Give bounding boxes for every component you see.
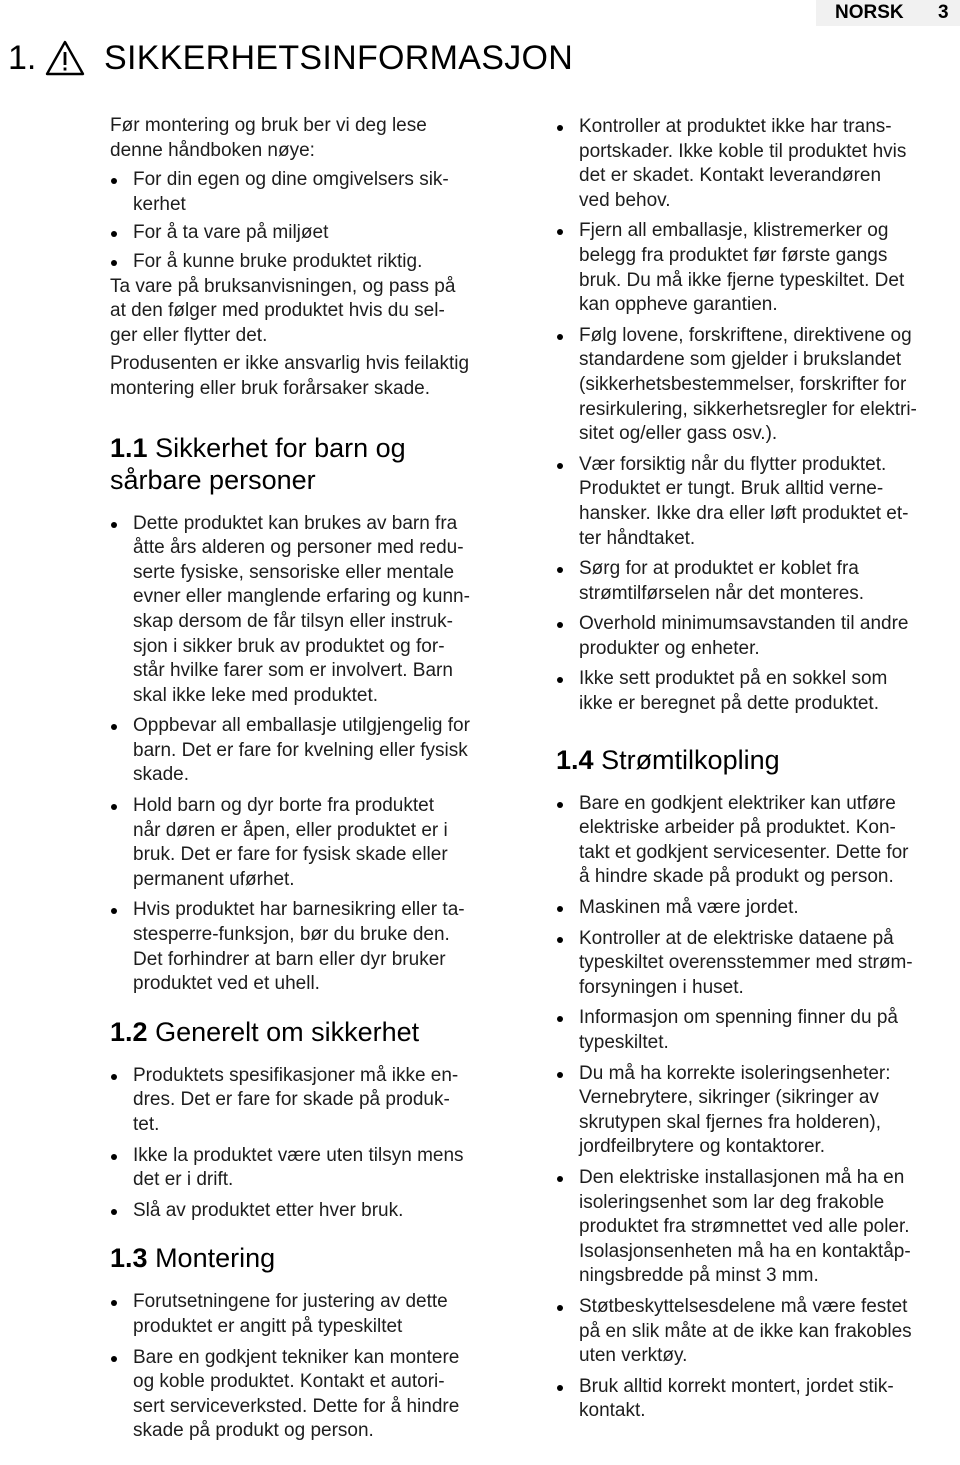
text-line: at den følger med produktet hvis du sel-	[110, 300, 445, 322]
text-line: takt et godkjent servicesenter. Dette for	[579, 841, 909, 863]
text-line: bruk. Du må ikke fjerne typeskiltet. Det	[579, 269, 905, 291]
text-line: isoleringsenhet som lar deg frakoble	[579, 1191, 885, 1213]
text-line: skrutypen skal fjernes fra holderen),	[579, 1111, 882, 1133]
list-item	[556, 453, 960, 551]
text-line: produkter og enheter.	[579, 637, 760, 659]
section-heading-1-4	[556, 744, 960, 776]
text-line: produktet fra strømnettet ved alle poler.	[579, 1216, 910, 1238]
text-line: Hold barn og dyr borte fra produktet	[133, 795, 435, 817]
text-line: skade på produkt og person.	[133, 1420, 374, 1442]
text-line: Vær forsiktig når du flytter produktet.	[579, 453, 887, 475]
text-line: Bruk alltid korrekt montert, jordet stik-	[579, 1375, 894, 1397]
text-line: (sikkerhetsbestemmelser, forskrifter for	[579, 373, 907, 395]
text-line: ter håndtaket.	[579, 527, 696, 549]
text-line: evner eller manglende erfaring og kunn-	[133, 586, 470, 608]
text-line: Informasjon om spenning finner du på	[579, 1007, 898, 1029]
list-item	[556, 1375, 960, 1424]
intro-list	[110, 168, 520, 274]
section-title: Sikkerhet for barn og	[155, 432, 406, 463]
text-line: portskader. Ikke koble til produktet hvis	[579, 140, 907, 162]
text-line: kan oppheve garantien.	[579, 294, 778, 316]
list-item	[556, 792, 960, 890]
text-line: Hvis produktet har barnesikring eller ta-	[133, 899, 465, 921]
warning-triangle-icon	[44, 39, 86, 77]
text-line: typeskiltet.	[579, 1032, 669, 1053]
text-line: Dette produktet kan brukes av barn fra	[133, 512, 458, 534]
text-line: Maskinen må være jordet.	[579, 897, 799, 919]
text-line: det er i drift.	[133, 1169, 234, 1191]
section-title: sårbare personer	[110, 464, 316, 495]
text-line: sitet og/eller gass osv.).	[579, 423, 778, 445]
text-line: å hindre skade på produkt og person.	[579, 866, 894, 888]
list-item	[110, 512, 520, 709]
text-line: barn. Det er fare for kvelning eller fysisk	[133, 739, 468, 761]
text-line: uten verktøy.	[579, 1345, 688, 1367]
text-line: skap dersom de får tilsyn eller instruk-	[133, 610, 453, 632]
text-line: strømtilførselen når det monteres.	[579, 582, 865, 604]
list-1-3-right	[556, 115, 960, 717]
text-line: jordfeilbrytere og kontaktorer.	[579, 1136, 826, 1158]
section-heading-1-2	[110, 1016, 520, 1048]
text-line: ger eller flytter det.	[110, 324, 268, 346]
list-item	[110, 250, 520, 275]
text-line: hansker. Ikke dra eller løft produktet et-	[579, 502, 909, 524]
text-line: Produktet er tungt. Bruk alltid verne-	[579, 478, 884, 500]
text-line: Overhold minimumsavstanden til andre	[579, 613, 909, 635]
text-line: Bare en godkjent elektriker kan utføre	[579, 792, 896, 814]
left-column	[110, 114, 520, 1450]
text-line: skal ikke leke med produktet.	[133, 684, 379, 706]
section-title: Generelt om sikkerhet	[155, 1016, 420, 1047]
section-title: Montering	[155, 1243, 276, 1274]
chapter-number: 1.	[8, 38, 37, 77]
list-item	[556, 667, 960, 716]
section-heading-1-1	[110, 432, 520, 496]
text-line: Kontroller at de elektriske dataene på	[579, 927, 894, 949]
list-item	[556, 927, 960, 1001]
intro-paragraph	[110, 114, 520, 163]
text-line: bruk. Det er fare for fysisk skade eller	[133, 844, 448, 866]
text-line: Kontroller at produktet ikke har trans-	[579, 116, 892, 137]
list-1-2	[110, 1064, 520, 1224]
text-line: når døren er åpen, eller produktet er i	[133, 819, 448, 841]
text-line: ikke er beregnet på dette produktet.	[579, 693, 879, 715]
list-item	[556, 896, 960, 921]
text-line: Forutsetningene for justering av dette	[133, 1291, 448, 1313]
text-line: montering eller bruk forårsaker skade.	[110, 377, 430, 399]
text-line: Sørg for at produktet er koblet fra	[579, 558, 859, 580]
text-line: Oppbevar all emballasje utilgjengelig for	[133, 715, 470, 737]
list-item	[556, 1166, 960, 1289]
list-item	[556, 612, 960, 661]
text-line: Støtbeskyttelsesdelene må være festet	[579, 1295, 908, 1317]
list-item	[110, 794, 520, 892]
text-line: sjon i sikker bruk av produktet og for-	[133, 635, 445, 657]
chapter-title-text: SIKKERHETSINFORMASJON	[104, 38, 574, 77]
text-line: Det forhindrer at barn eller dyr bruker	[133, 948, 446, 970]
text-line: åtte års alderen og personer med redu-	[133, 537, 464, 559]
text-line: Slå av produktet etter hver bruk.	[133, 1199, 404, 1221]
text-line: typeskiltet overensstemmer med strøm-	[579, 952, 913, 974]
section-number: 1.1	[110, 432, 148, 463]
page-number: 3	[938, 2, 949, 23]
text-line: og koble produktet. Kontakt et autori-	[133, 1371, 445, 1393]
paragraph	[110, 352, 520, 401]
list-item	[556, 1295, 960, 1369]
text-line: stesperre-funksjon, bør du bruke den.	[133, 924, 450, 946]
text-line: Bare en godkjent tekniker kan montere	[133, 1346, 460, 1368]
paragraph	[110, 275, 520, 349]
text-line: Vernebrytere, sikringer (sikringer av	[579, 1087, 879, 1109]
list-item	[110, 714, 520, 788]
text-line: permanent uførhet.	[133, 868, 295, 890]
list-item	[110, 898, 520, 996]
section-heading-1-3	[110, 1242, 520, 1274]
list-item	[556, 115, 960, 213]
list-item	[110, 1290, 520, 1339]
list-item	[110, 168, 520, 217]
text-line: tet.	[133, 1114, 160, 1135]
list-1-4	[556, 792, 960, 1424]
text-line: på en slik måte at de ikke kan frakobles	[579, 1320, 912, 1342]
list-item	[110, 1199, 520, 1224]
text-line: For å kunne bruke produktet riktig.	[133, 250, 423, 272]
text-line: ved behov.	[579, 189, 671, 211]
text-line: dres. Det er fare for skade på produk-	[133, 1089, 450, 1111]
list-item	[556, 1006, 960, 1055]
section-number: 1.3	[110, 1243, 148, 1274]
text-line: Produsenten er ikke ansvarlig hvis feilaktig	[110, 353, 470, 375]
list-item	[556, 324, 960, 447]
text-line: Følg lovene, forskriftene, direktivene og	[579, 324, 912, 346]
chapter-title	[8, 38, 573, 78]
language-label: NORSK	[835, 2, 904, 23]
text-line: det er skadet. Kontakt leverandøren	[579, 165, 882, 187]
text-line: Isolasjonsenheten må ha en kontaktåp-	[579, 1240, 911, 1262]
section-number: 1.2	[110, 1016, 148, 1047]
text-line: Fjern all emballasje, klistremerker og	[579, 220, 889, 242]
text-line: Du må ha korrekte isoleringsenheter:	[579, 1062, 891, 1084]
text-line: produktet er angitt på typeskiltet	[133, 1315, 403, 1337]
text-line: Før montering og bruk ber vi deg lese	[110, 115, 427, 136]
text-line: Ta vare på bruksanvisningen, og pass på	[110, 275, 456, 297]
text-line: Ikke la produktet være uten tilsyn mens	[133, 1144, 464, 1166]
text-line: elektriske arbeider på produktet. Kon-	[579, 817, 896, 839]
section-title: Strømtilkopling	[601, 744, 780, 775]
text-line: belegg fra produktet før første gangs	[579, 244, 888, 266]
text-line: denne håndboken nøye:	[110, 139, 315, 161]
text-line: skade.	[133, 764, 189, 786]
right-column	[556, 115, 960, 1430]
list-1-1	[110, 512, 520, 997]
text-line: resirkulering, sikkerhetsregler for elektri-	[579, 398, 917, 420]
list-item	[110, 221, 520, 246]
list-item	[556, 1062, 960, 1160]
list-item	[556, 557, 960, 606]
text-line: ningsbredde på minst 3 mm.	[579, 1265, 819, 1287]
text-line: produktet ved et uhell.	[133, 973, 320, 995]
text-line: serte fysiske, sensoriske eller mentale	[133, 561, 455, 583]
text-line: står hvilke farer som er involvert. Barn	[133, 660, 453, 682]
list-1-3-left	[110, 1290, 520, 1444]
list-item	[110, 1144, 520, 1193]
list-item	[556, 219, 960, 317]
text-line: Produktets spesifikasjoner må ikke en-	[133, 1064, 459, 1086]
text-line: sert serviceverksted. Dette for å hindre	[133, 1395, 460, 1417]
text-line: kerhet	[133, 193, 186, 215]
section-number: 1.4	[556, 744, 594, 775]
text-line: For å ta vare på miljøet	[133, 222, 329, 244]
text-line: Den elektriske installasjonen må ha en	[579, 1166, 905, 1188]
text-line: kontakt.	[579, 1400, 646, 1422]
text-line: Ikke sett produktet på en sokkel som	[579, 668, 888, 690]
text-line: For din egen og dine omgivelsers sik-	[133, 169, 449, 191]
text-line: standardene som gjelder i brukslandet	[579, 349, 902, 371]
list-item	[110, 1346, 520, 1444]
text-line: forsyningen i huset.	[579, 976, 744, 998]
list-item	[110, 1064, 520, 1138]
